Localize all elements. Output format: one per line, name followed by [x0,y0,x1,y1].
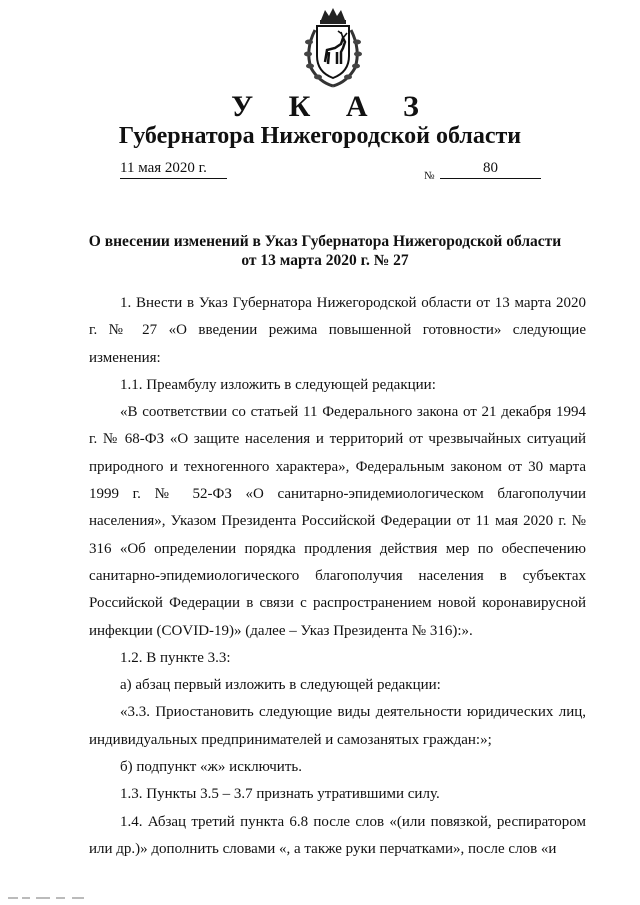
paragraph: а) абзац первый изложить в следующей редакции: [120,677,441,694]
paragraph: 1.4. Абзац третий пункта 6.8 после слов «(или повязкой, респиратором или др.)» дополнить словами «, а также руки перчатками», после слов «и [89,813,586,857]
subject-line: от 13 марта 2020 г. № 27 [241,252,409,269]
paragraph: 1. Внести в Указ Губернатора Нижегородской области от 13 марта 2020 г. № 27 «О введении режима повышенной готовности» следующие изменения: [89,295,586,366]
number-label: № [424,170,435,182]
document-body [89,290,586,863]
paragraph: 1.3. Пункты 3.5 – 3.7 признать утратившими силу. [120,786,440,803]
subject-line: О внесении изменений в Указ Губернатора Нижегородской области [88,233,562,250]
document-date: 11 мая 2020 г. [120,160,227,179]
document-type-title: У К А З [231,90,433,123]
paragraph: «3.3. Приостановить следующие виды деятельности юридических лиц, индивидуальных предпринимателей и самозанятых граждан:»; [89,704,586,748]
scan-artifact [6,895,166,901]
coat-of-arms-icon [301,6,365,88]
paragraph: «В соответствии со статьей 11 Федерального закона от 21 декабря 1994 г. № 68-ФЗ «О защите населения и территорий от чрезвычайных ситуаций природного и техногенного характера», Федеральным законом от 30 марта 1999 г. № 52-ФЗ «О санитарно-эпидемиологическом благополучии населения», Указом Президента Российской Федерации от 11 мая 2020 г. № 316 «Об определении порядка продления действия мер по обеспечению санитарно-эпидемиологического благополучия населения в субъектах Российской Федерации в связи с распространением новой коронавирусной инфекции (COVID-19)» (далее – Указ Президента № 316):». [89,404,586,639]
document-number: 80 [440,160,541,179]
document-subject [60,232,590,270]
paragraph: б) подпункт «ж» исключить. [120,759,302,776]
paragraph: 1.2. В пункте 3.3: [120,649,231,666]
issuer-title: Губернатора Нижегородской области [118,123,522,149]
paragraph: 1.1. Преамбулу изложить в следующей редакции: [120,376,436,393]
